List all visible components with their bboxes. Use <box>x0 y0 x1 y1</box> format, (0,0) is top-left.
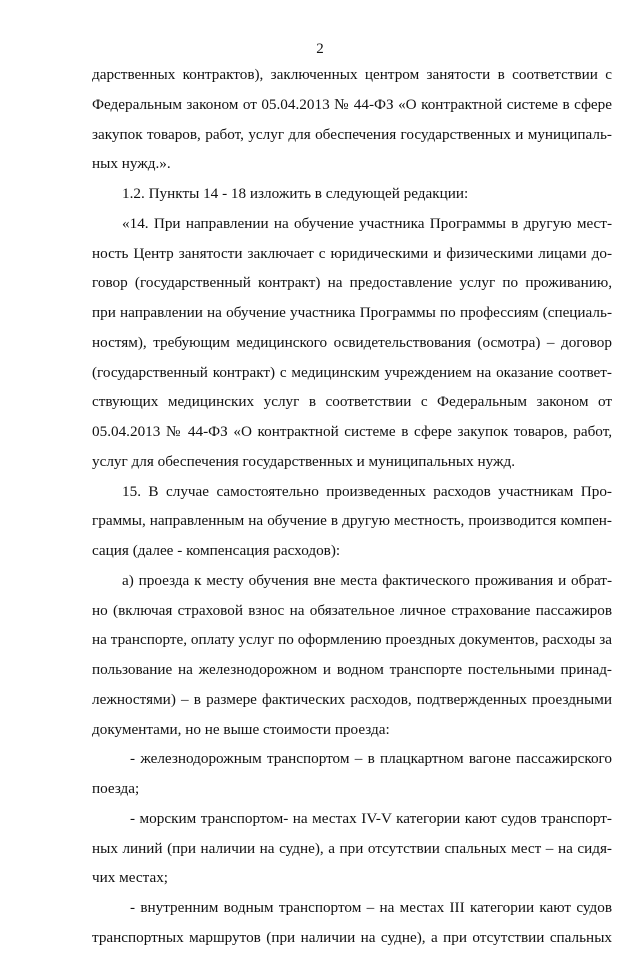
text-line: «14. При направлении на обучение участника Программы в другую мест- <box>122 214 612 232</box>
text-line: ных нужд.». <box>92 155 171 173</box>
text-line: закупок товаров, работ, услуг для обеспечения государственных и муниципаль- <box>92 125 612 143</box>
text-line: пользование на железнодорожном и водном транспорте постельными принад- <box>92 661 612 678</box>
text-line: но (включая страховой взнос на обязательное личное страхование пассажиров <box>92 601 612 619</box>
text-line: транспортных маршрутов (при наличии на судне), а при отсутствии спальных <box>92 928 612 946</box>
text-line: сация (далее - компенсация расходов): <box>92 542 341 559</box>
text-line: говор (государственный контракт) на предоставление услуг по проживанию, <box>92 274 612 292</box>
text-line: чих местах; <box>92 869 169 887</box>
text-line: ностям), требующим медицинского освидетельствования (осмотра) – договор <box>92 333 612 351</box>
text-line: 05.04.2013 № 44-ФЗ «О контрактной системе в сфере закупок товаров, работ, <box>92 423 612 440</box>
text-line: 15. В случае самостоятельно произведенных расходов участникам Про- <box>122 482 612 500</box>
text-line: - морским транспортом- на местах IV-V категории кают судов транспорт- <box>130 809 612 827</box>
text-line: ность Центр занятости заключает с юридическими и физическими лицами до- <box>92 244 612 262</box>
text-line: ных линий (при наличии на судне), а при отсутствии спальных мест – на сидя- <box>92 839 612 857</box>
text-line: документами, но не выше стоимости проезда: <box>92 720 390 738</box>
text-line: дарственных контрактов), заключенных центром занятости в соответствии с <box>92 66 612 83</box>
page-number: 2 <box>316 41 324 57</box>
text-line: Федеральным законом от 05.04.2013 № 44-ФЗ «О контрактной системе в сфере <box>92 95 612 113</box>
text-line: при направлении на обучение участника Программы по профессиям (специаль- <box>92 304 612 321</box>
text-line: - внутренним водным транспортом – на местах III категории кают судов <box>130 899 612 916</box>
text-line: ствующих медицинских услуг в соответствии с Федеральным законом от <box>92 393 612 411</box>
text-line: - железнодорожным транспортом – в плацкартном вагоне пассажирского <box>130 750 612 768</box>
document-body <box>92 60 612 953</box>
text-line: (государственный контракт) с медицинским учреждением на оказание соответ- <box>92 363 612 381</box>
text-line: лежностями) – в размере фактических расходов, подтвержденных проездными <box>92 690 612 708</box>
text-line: услуг для обеспечения государственных и муниципальных нужд. <box>92 452 516 470</box>
text-line: 1.2. Пункты 14 - 18 изложить в следующей редакции: <box>122 185 469 202</box>
text-line: граммы, направленным на обучение в другую местность, производится компен- <box>92 512 612 530</box>
text-line: а) проезда к месту обучения вне места фактического проживания и обрат- <box>122 571 612 589</box>
text-line: на транспорте, оплату услуг по оформлению проездных документов, расходы за <box>92 631 612 649</box>
text-line: поезда; <box>92 780 140 797</box>
